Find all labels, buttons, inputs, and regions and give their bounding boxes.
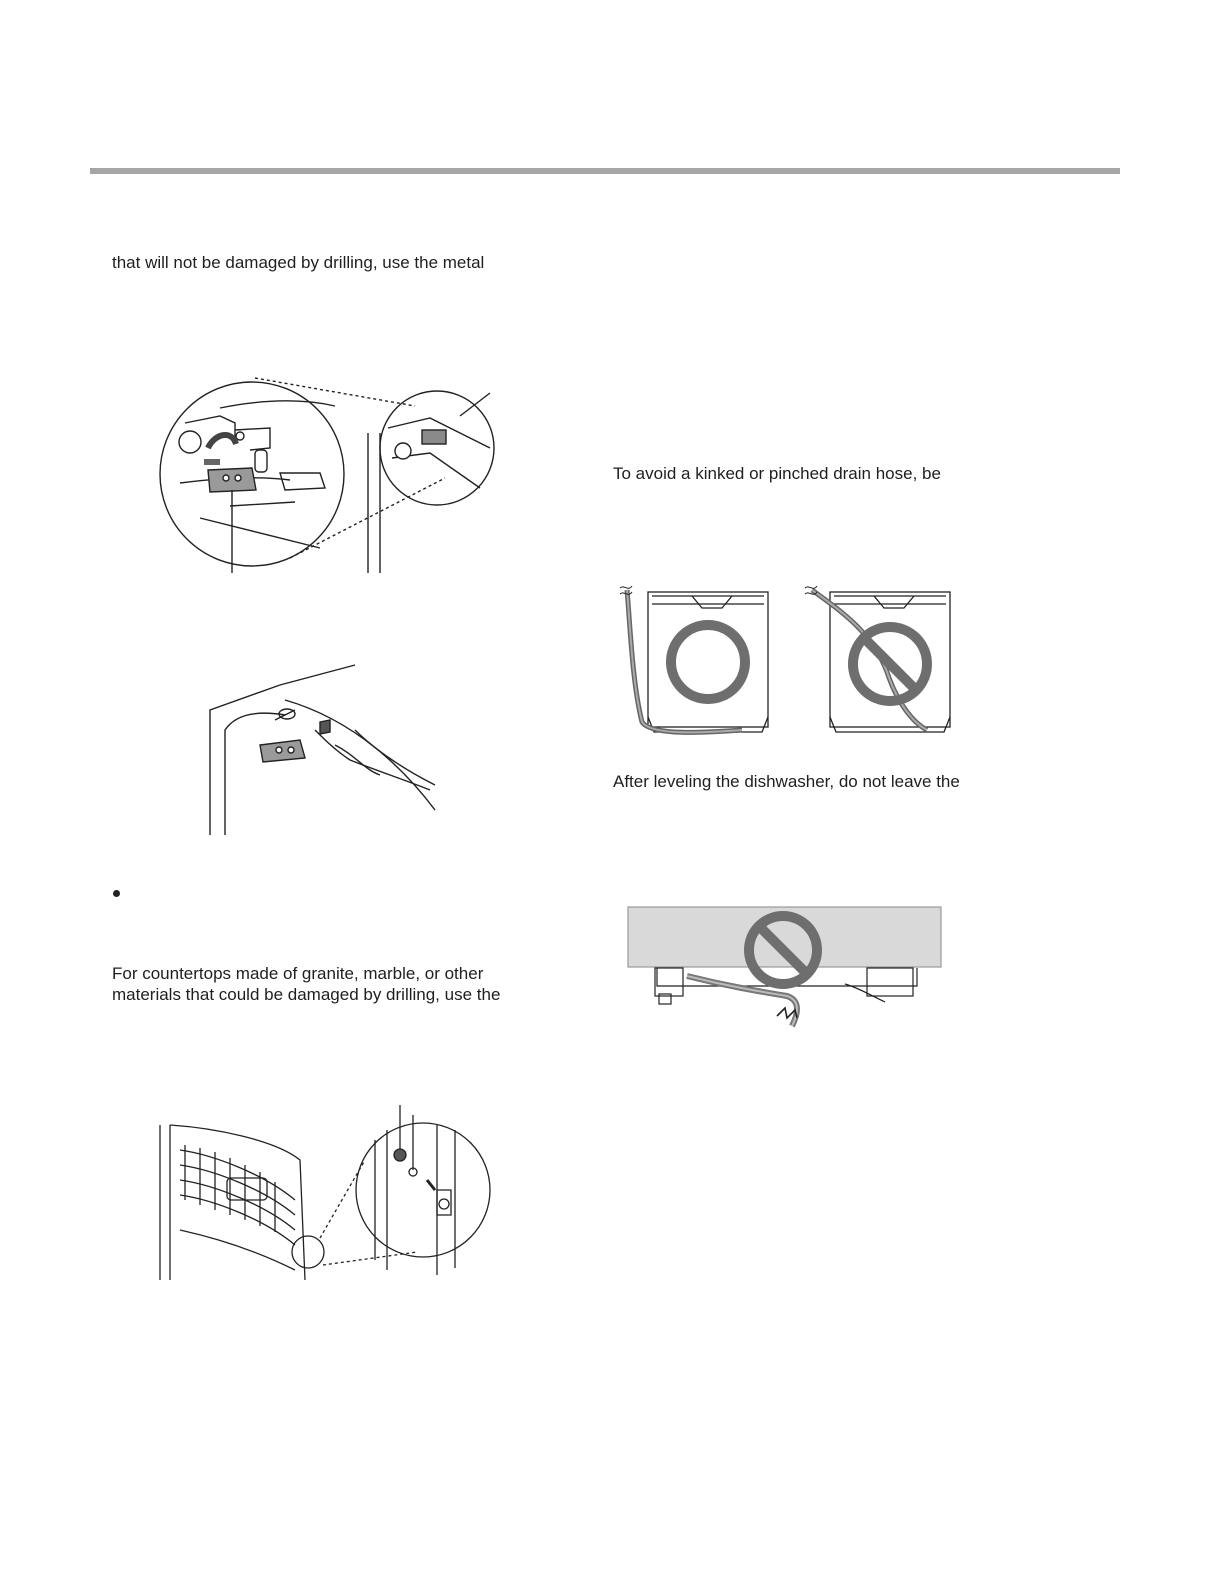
drain-hose-pinched-illustration: [627, 906, 945, 1026]
bracket-bend-illustration: [205, 660, 440, 835]
header-rule: [90, 168, 1120, 174]
text-line-granite: For countertops made of granite, marble, or other: [112, 964, 484, 983]
text-line-kinked-hose: To avoid a kinked or pinched drain hose, be: [613, 464, 941, 483]
bracket-fold-illustration: [160, 378, 495, 573]
text-line-leveling: After leveling the dishwasher, do not leave the: [613, 772, 960, 791]
text-line-metal-bracket: that will not be damaged by drilling, use the metal: [112, 253, 485, 272]
list-bullet: [113, 890, 120, 897]
text-line-drilling: materials that could be damaged by drilling, use the: [112, 985, 501, 1004]
side-mount-illustration: [155, 1100, 495, 1285]
drain-hose-correct-incorrect-illustration: [612, 582, 957, 742]
